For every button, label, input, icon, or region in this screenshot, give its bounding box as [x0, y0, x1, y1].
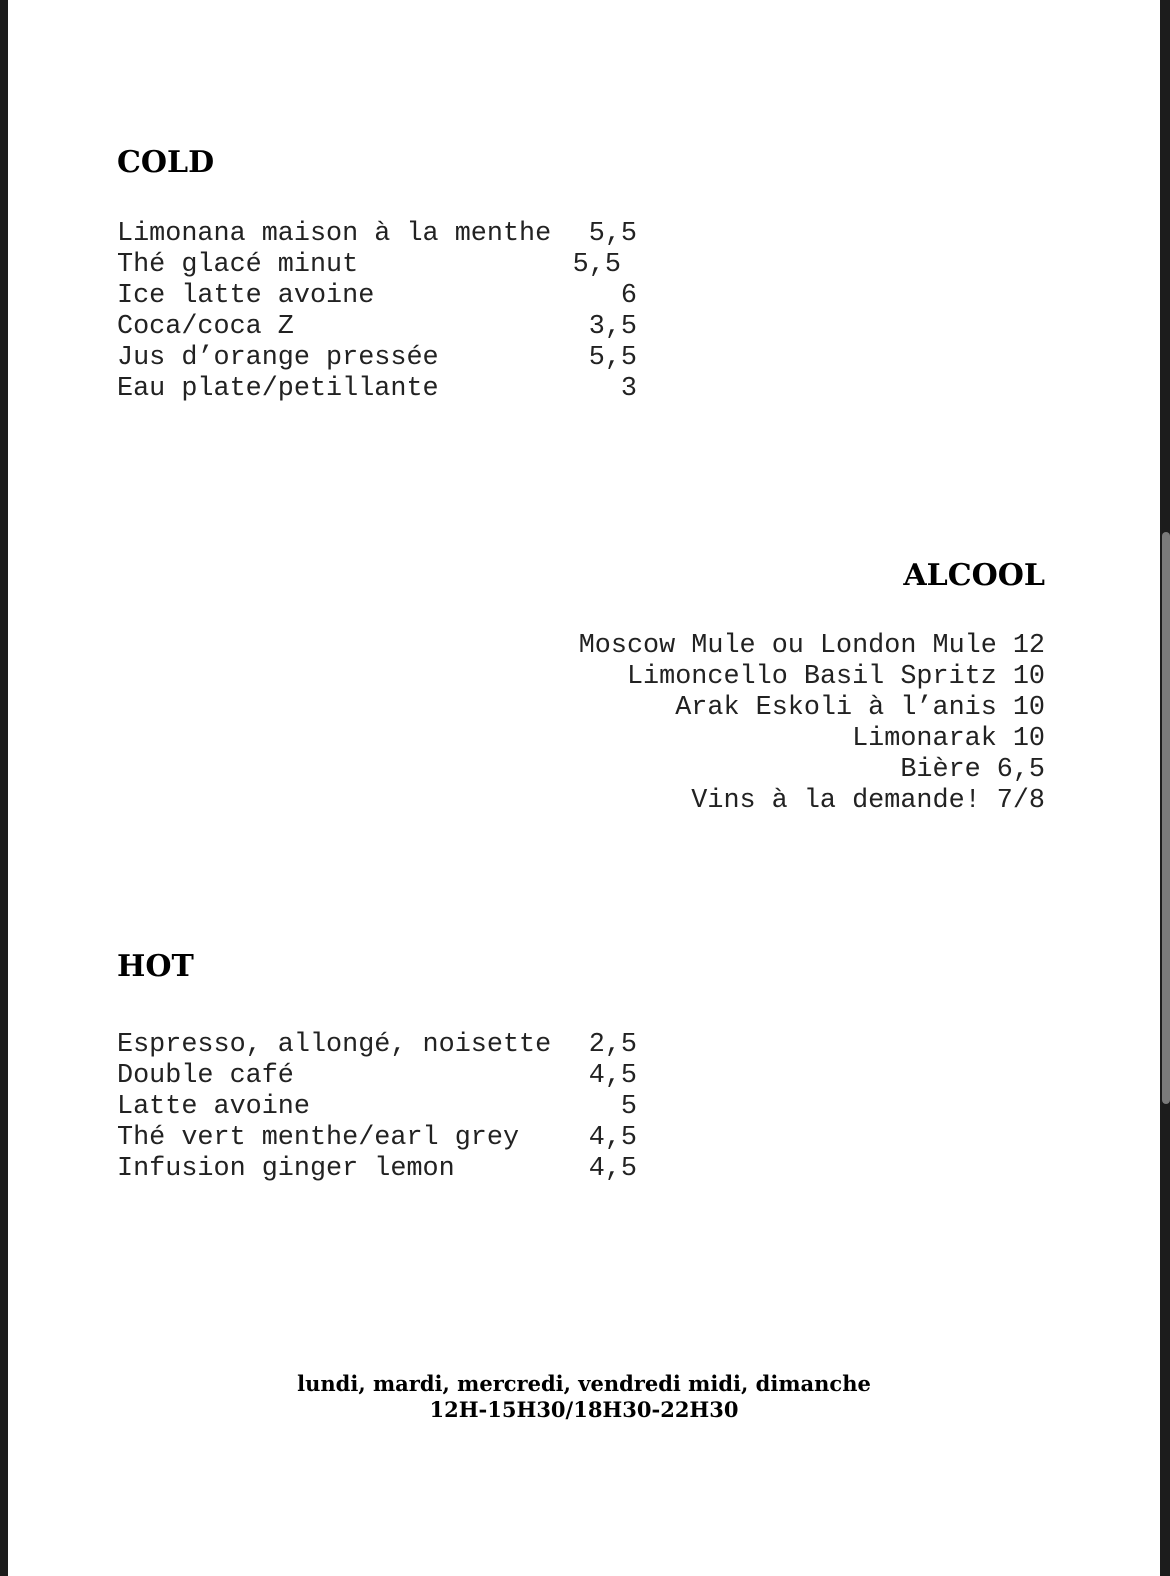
menu-item-price: 7/8: [996, 786, 1045, 816]
menu-item-name: Limonarak: [852, 724, 997, 754]
menu-item-price: 2,5: [588, 1030, 637, 1060]
menu-item-name: Vins à la demande!: [691, 786, 981, 816]
menu-item-price: 5,5: [572, 250, 637, 280]
menu-item-price: 3,5: [588, 312, 637, 342]
menu-item-price: 3: [620, 374, 637, 404]
menu-item-name: Infusion ginger lemon: [117, 1154, 455, 1184]
menu-item: [117, 1154, 637, 1185]
menu-item-price: 10: [1012, 724, 1045, 754]
menu-item: [579, 662, 1045, 693]
menu-item-price: 4,5: [588, 1154, 637, 1184]
cold-section-title: COLD: [117, 145, 215, 180]
hot-items-list: [117, 1030, 637, 1185]
menu-item-name: Arak Eskoli à l’anis: [675, 693, 997, 723]
menu-item: [117, 374, 637, 405]
menu-item-price: 6,5: [996, 755, 1045, 785]
menu-item: [579, 631, 1045, 662]
opening-hours: [8, 1371, 1160, 1423]
menu-item-price: 10: [1012, 693, 1045, 723]
menu-item-name: Double café: [117, 1061, 294, 1091]
menu-page: [8, 0, 1160, 1576]
menu-item-name: Espresso, allongé, noisette: [117, 1030, 552, 1060]
menu-item: [579, 786, 1045, 817]
scrollbar-thumb[interactable]: [1162, 532, 1170, 1104]
menu-item-name: Ice latte avoine: [117, 281, 375, 311]
opening-days: lundi, mardi, mercredi, vendredi midi, dimanche: [297, 1371, 871, 1396]
menu-item-price: 5,5: [588, 343, 637, 373]
menu-item: [117, 250, 637, 281]
hot-section-title: HOT: [117, 949, 194, 984]
menu-item: [117, 1030, 637, 1061]
menu-item: [579, 693, 1045, 724]
alcool-section-title: ALCOOL: [903, 558, 1045, 593]
menu-item-price: 4,5: [588, 1061, 637, 1091]
menu-item-name: Limonana maison à la menthe: [117, 219, 552, 249]
menu-item-name: Coca/coca Z: [117, 312, 294, 342]
menu-item-name: Thé vert menthe/earl grey: [117, 1123, 520, 1153]
menu-item: [117, 343, 637, 374]
menu-item-price: 5,5: [588, 219, 637, 249]
menu-item-name: Latte avoine: [117, 1092, 310, 1122]
cold-items-list: [117, 219, 637, 405]
menu-item-name: Limoncello Basil Spritz: [626, 662, 997, 692]
menu-item-price: 4,5: [588, 1123, 637, 1153]
menu-item: [117, 312, 637, 343]
menu-item: [117, 1092, 637, 1123]
menu-item-name: Jus d’orange pressée: [117, 343, 439, 373]
menu-item-price: 12: [1012, 631, 1045, 661]
menu-item: [117, 1061, 637, 1092]
menu-item-name: Eau plate/petillante: [117, 374, 439, 404]
opening-times: 12H-15H30/18H30-22H30: [429, 1397, 739, 1422]
menu-item: [117, 219, 637, 250]
menu-item: [579, 755, 1045, 786]
menu-item-name: Moscow Mule ou London Mule: [578, 631, 997, 661]
menu-item-price: 10: [1012, 662, 1045, 692]
menu-item-price: 5: [620, 1092, 637, 1122]
menu-item-price: 6: [620, 281, 637, 311]
menu-item: [117, 1123, 637, 1154]
menu-item-name: Thé glacé minut: [117, 250, 359, 280]
menu-item-name: Bière: [900, 755, 981, 785]
menu-item: [117, 281, 637, 312]
alcool-items-list: [579, 631, 1045, 817]
menu-item: [579, 724, 1045, 755]
